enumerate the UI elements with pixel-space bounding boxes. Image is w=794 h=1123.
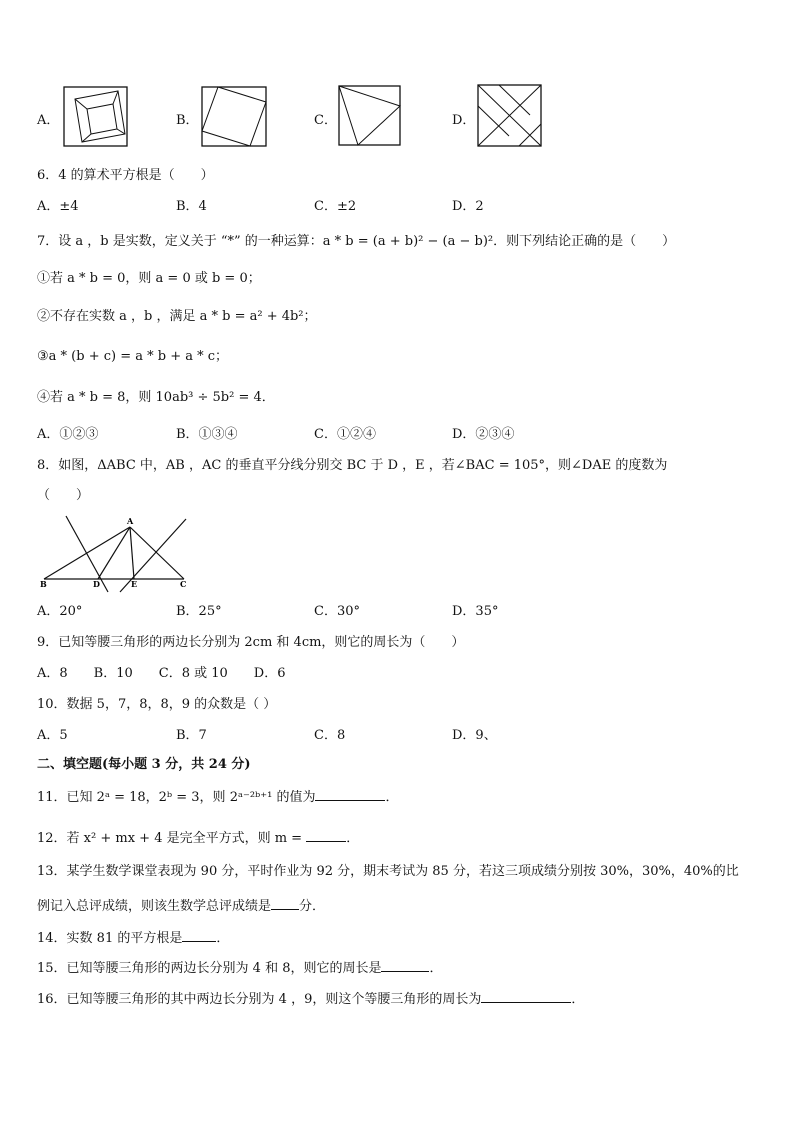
q5-option-c-figure	[338, 85, 402, 147]
q9-options: A．8 B．10 C．8 或 10 D．6	[37, 666, 286, 681]
q5-option-b-label: B．	[176, 113, 199, 128]
q15-answer-blank	[381, 957, 429, 972]
q16-text: 16．已知等腰三角形的其中两边长分别为 4 ，9，则这个等腰三角形的周长为	[37, 992, 482, 1007]
q14	[37, 927, 229, 948]
q13-end: 分．	[299, 899, 326, 914]
q16-end: ．	[571, 992, 585, 1007]
q7-option-c: C．①②④	[314, 427, 376, 442]
q10-option-c: C．8	[314, 728, 346, 743]
q8-label-c: C	[180, 579, 187, 589]
q7-stem: 7．设 a ，b 是实数，定义关于 “*” 的一种运算：a * b = (a + b)² − (a − b)²．则下列结论正确的是（ ）	[37, 234, 676, 249]
q8-option-d: D．35°	[452, 604, 499, 619]
q7-statement-1: ①若 a * b = 0，则 a = 0 或 b = 0；	[37, 271, 261, 286]
q11-end: ．	[385, 790, 399, 805]
q5-option-d-label: D．	[452, 113, 476, 128]
q15-end: ．	[429, 961, 443, 976]
q14-text: 14．实数 81 的平方根是	[37, 931, 183, 946]
q8-option-b: B．25°	[176, 604, 222, 619]
q10-stem: 10．数据 5，7，8，8，9 的众数是（ ）	[37, 697, 277, 712]
q12-answer-blank	[306, 827, 346, 842]
q6-option-d: D．2	[452, 199, 484, 214]
q13-answer-blank	[271, 895, 299, 910]
q11-text: 11．已知 2ᵃ = 18，2ᵇ = 3，则 2ᵃ⁻²ᵇ⁺¹ 的值为	[37, 790, 316, 805]
q5-option-d-figure	[477, 84, 543, 148]
q10-option-d: D．9、	[452, 728, 497, 743]
q12	[37, 827, 359, 848]
section-2-title: 二、填空题(每小题 3 分，共 24 分)	[37, 757, 251, 772]
q12-text: 12．若 x² + mx + 4 是完全平方式，则 m =	[37, 831, 303, 846]
q14-end: ．	[216, 931, 230, 946]
q5-option-a-figure	[63, 86, 129, 148]
q10-option-a: A．5	[37, 728, 68, 743]
q15	[37, 957, 443, 978]
q5-option-b-figure	[201, 86, 268, 148]
q5-option-c-label: C．	[314, 113, 337, 128]
q15-text: 15．已知等腰三角形的两边长分别为 4 和 8，则它的周长是	[37, 961, 382, 976]
q7-statement-2: ②不存在实数 a ，b ，满足 a * b = a² + 4b²；	[37, 309, 317, 324]
q8-label-e: E	[131, 579, 138, 589]
q14-answer-blank	[182, 927, 216, 942]
q12-end: ．	[346, 831, 360, 846]
q6-stem: 6．4 的算术平方根是（ ）	[37, 168, 214, 183]
q7-option-d: D．②③④	[452, 427, 515, 442]
q13-line1: 13．某学生数学课堂表现为 90 分，平时作业为 92 分，期末考试为 85 分，若这三项成绩分别按 30%，30%，40%的比	[37, 864, 739, 879]
q16-answer-blank	[481, 988, 571, 1003]
q13-line2	[37, 895, 325, 916]
q7-statement-3: ③a * (b + c) = a * b + a * c；	[37, 349, 229, 364]
q11-answer-blank	[315, 786, 385, 801]
q8-option-a: A．20°	[37, 604, 83, 619]
q8-label-b: B	[40, 579, 47, 589]
q8-stem: 8．如图，ΔABC 中，AB ，AC 的垂直平分线分别交 BC 于 D ，E ，若∠BAC = 105°，则∠DAE 的度数为	[37, 458, 668, 473]
q8-triangle-figure	[36, 512, 192, 594]
q8-option-c: C．30°	[314, 604, 360, 619]
q11	[37, 786, 398, 807]
q6-option-c: C．±2	[314, 199, 357, 214]
q7-option-a: A．①②③	[37, 427, 99, 442]
q5-option-a-label: A．	[37, 113, 60, 128]
q7-statement-4: ④若 a * b = 8，则 10ab³ ÷ 5b² = 4．	[37, 390, 275, 405]
q8-label-a: A	[127, 516, 134, 526]
q10-option-b: B．7	[176, 728, 207, 743]
q6-option-a: A．±4	[37, 199, 79, 214]
q9-stem: 9．已知等腰三角形的两边长分别为 2cm 和 4cm，则它的周长为（ ）	[37, 635, 465, 650]
q8-label-d: D	[93, 579, 100, 589]
q8-paren: （ ）	[37, 488, 90, 503]
q6-option-b: B．4	[176, 199, 207, 214]
q7-option-b: B．①③④	[176, 427, 238, 442]
q13-text: 例记入总评成绩，则该生数学总评成绩是	[37, 899, 272, 914]
q16	[37, 988, 584, 1009]
